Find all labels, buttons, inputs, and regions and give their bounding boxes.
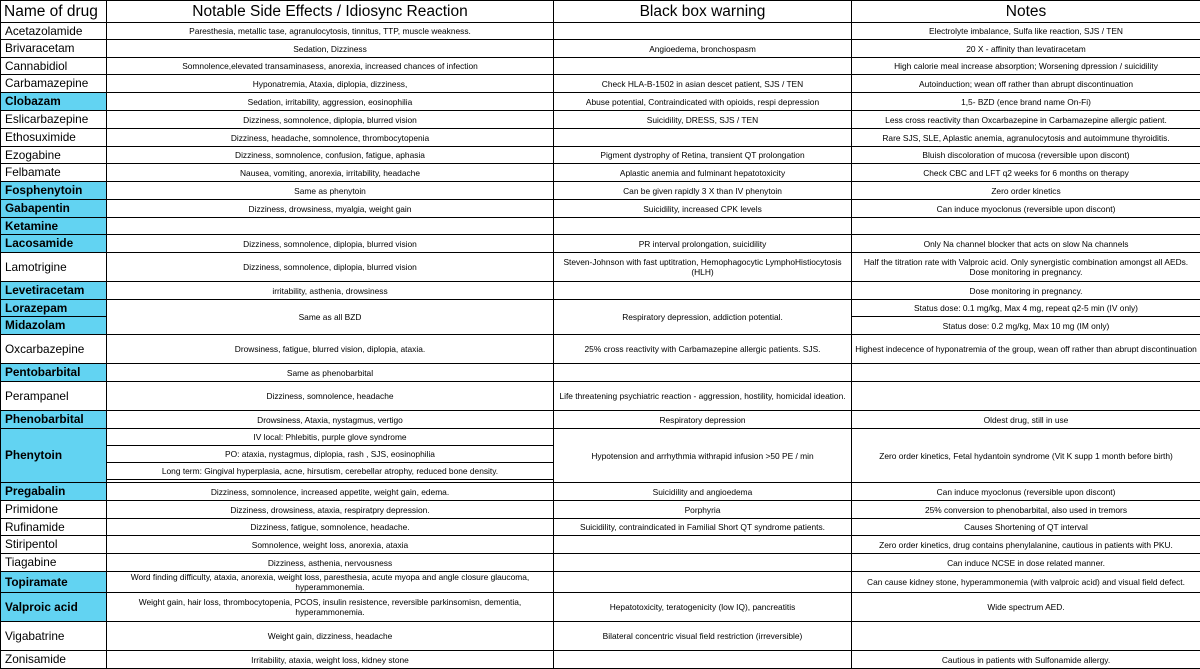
side-effects-cell: Irritability, ataxia, weight loss, kidney stone — [107, 651, 554, 669]
black-box-cell — [554, 572, 852, 593]
drug-name-cell: Ethosuximide — [1, 129, 107, 147]
side-effects-cell: Same as phenytoin — [107, 182, 554, 200]
drug-name-cell: Ezogabine — [1, 147, 107, 164]
side-effects-cell: Same as phenobarbital — [107, 364, 554, 382]
table-row — [1, 111, 1200, 129]
side-effects-cell: Paresthesia, metallic tase, agranulocytosis, tinnitus, TTP, muscle weakness. — [107, 23, 554, 40]
black-box-cell: Suicidility, DRESS, SJS / TEN — [554, 111, 852, 129]
table-row — [1, 75, 1200, 93]
table-row — [1, 218, 1200, 235]
drug-name-cell: Felbamate — [1, 164, 107, 182]
drug-name-cell: Gabapentin — [1, 200, 107, 218]
side-effects-cell: Dizziness, drowsiness, myalgia, weight gain — [107, 200, 554, 218]
table-row — [1, 536, 1200, 554]
table-row — [1, 572, 1200, 593]
side-effects-cell: irritability, asthenia, drowsiness — [107, 282, 554, 300]
table-row — [1, 501, 1200, 519]
table-row — [1, 182, 1200, 200]
table-row — [1, 335, 1200, 364]
table-row — [1, 483, 1200, 501]
drug-name-cell: Clobazam — [1, 93, 107, 111]
notes-cell: Zero order kinetics — [852, 182, 1200, 200]
header-black-box-warning: Black box warning — [554, 1, 852, 23]
black-box-cell: Bilateral concentric visual field restriction (irreversible) — [554, 622, 852, 651]
side-effects-cell — [107, 218, 554, 235]
black-box-cell: Life threatening psychiatric reaction - aggression, hostility, homicidal ideation. — [554, 382, 852, 411]
table-row — [1, 382, 1200, 411]
black-box-cell: Porphyria — [554, 501, 852, 519]
side-effects-cell: Dizziness, somnolence, confusion, fatigue, aphasia — [107, 147, 554, 164]
side-effects-cell: Dizziness, asthenia, nervousness — [107, 554, 554, 572]
notes-cell: Can induce myoclonus (reversible upon discont) — [852, 200, 1200, 218]
notes-cell — [852, 218, 1200, 235]
table-row — [1, 364, 1200, 382]
notes-cell: 25% conversion to phenobarbital, also used in tremors — [852, 501, 1200, 519]
drug-name-cell: Lorazepam — [1, 300, 107, 317]
black-box-cell: Steven-Johnson with fast uptitration, Hemophagocytic LymphoHistiocytosis (HLH) — [554, 253, 852, 282]
drug-name-cell: Cannabidiol — [1, 58, 107, 75]
drug-name-cell: Lacosamide — [1, 235, 107, 253]
notes-cell: Cautious in patients with Sulfonamide allergy. — [852, 651, 1200, 669]
table-row — [1, 164, 1200, 182]
black-box-cell — [554, 218, 852, 235]
notes-cell: Causes Shortening of QT interval — [852, 519, 1200, 536]
notes-cell: 1,5- BZD (ence brand name On-Fi) — [852, 93, 1200, 111]
side-effects-cell: Nausea, vomiting, anorexia, irritability, headache — [107, 164, 554, 182]
drug-name-cell: Oxcarbazepine — [1, 335, 107, 364]
side-effects-cell: Drowsiness, fatigue, blurred vision, diplopia, ataxia. — [107, 335, 554, 364]
side-effects-cell: Dizziness, somnolence, headache — [107, 382, 554, 411]
notes-cell: Can cause kidney stone, hyperammonemia (with valproic acid) and visual field defect. — [852, 572, 1200, 593]
table-row — [1, 282, 1200, 300]
black-box-cell: Angioedema, bronchospasm — [554, 40, 852, 58]
side-effects-cell: Hyponatremia, Ataxia, diplopia, dizziness, — [107, 75, 554, 93]
drug-name-cell: Stiripentol — [1, 536, 107, 554]
notes-cell: Status dose: 0.1 mg/kg, Max 4 mg, repeat q2-5 min (IV only) — [852, 300, 1200, 317]
notes-cell: Can induce myoclonus (reversible upon discont) — [852, 483, 1200, 501]
black-box-cell — [554, 651, 852, 669]
side-effects-cell: Same as all BZD — [107, 300, 554, 335]
notes-cell: Wide spectrum AED. — [852, 593, 1200, 622]
table-row — [1, 622, 1200, 651]
side-effects-cell: Dizziness, somnolence, increased appetite, weight gain, edema. — [107, 483, 554, 501]
black-box-cell — [554, 129, 852, 147]
notes-cell: Oldest drug, still in use — [852, 411, 1200, 429]
side-effects-cell: Sedation, Dizziness — [107, 40, 554, 58]
header-side-effects: Notable Side Effects / Idiosync Reaction — [107, 1, 554, 23]
black-box-cell: Suicidility and angioedema — [554, 483, 852, 501]
notes-cell: Less cross reactivity than Oxcarbazepine in Carbamazepine allergic patient. — [852, 111, 1200, 129]
black-box-cell: 25% cross reactivity with Carbamazepine allergic patients. SJS. — [554, 335, 852, 364]
side-effects-cell: Dizziness, somnolence, diplopia, blurred vision — [107, 235, 554, 253]
table-row — [1, 300, 1200, 317]
table-row — [1, 93, 1200, 111]
side-effects-cell: Dizziness, headache, somnolence, thrombocytopenia — [107, 129, 554, 147]
table-row — [1, 411, 1200, 429]
drug-name-cell: Phenytoin — [1, 429, 107, 483]
side-effects-cell: Dizziness, fatigue, somnolence, headache. — [107, 519, 554, 536]
table-row — [1, 23, 1200, 40]
side-effects-cell: Weight gain, dizziness, headache — [107, 622, 554, 651]
notes-cell: Rare SJS, SLE, Aplastic anemia, agranulocytosis and autoimmune thyroiditis. — [852, 129, 1200, 147]
side-effects-cell: Drowsiness, Ataxia, nystagmus, vertigo — [107, 411, 554, 429]
black-box-cell: Hepatotoxicity, teratogenicity (low IQ), pancreatitis — [554, 593, 852, 622]
side-effects-cell: Somnolence, weight loss, anorexia, ataxia — [107, 536, 554, 554]
table-row — [1, 58, 1200, 75]
drug-name-cell: Topiramate — [1, 572, 107, 593]
notes-cell: High calorie meal increase absorption; Worsening dpression / suicidility — [852, 58, 1200, 75]
notes-cell: Can induce NCSE in dose related manner. — [852, 554, 1200, 572]
side-effects-cell: Word finding difficulty, ataxia, anorexia, weight loss, paresthesia, acute myopa and angle closure glaucoma, hyperammonemia. — [107, 572, 554, 593]
drug-name-cell: Phenobarbital — [1, 411, 107, 429]
header-notes: Notes — [852, 1, 1200, 23]
notes-cell: Check CBC and LFT q2 weeks for 6 months on therapy — [852, 164, 1200, 182]
drug-name-cell: Acetazolamide — [1, 23, 107, 40]
black-box-cell: Aplastic anemia and fulminant hepatotoxicity — [554, 164, 852, 182]
table-row — [1, 429, 1200, 446]
black-box-cell — [554, 23, 852, 40]
table-row — [1, 200, 1200, 218]
notes-cell: Zero order kinetics, Fetal hydantoin syndrome (Vit K supp 1 month before birth) — [852, 429, 1200, 483]
table-row — [1, 40, 1200, 58]
drug-name-cell: Perampanel — [1, 382, 107, 411]
notes-cell: Zero order kinetics, drug contains phenylalanine, cautious in patients with PKU. — [852, 536, 1200, 554]
side-effects-cell: Dizziness, somnolence, diplopia, blurred vision — [107, 253, 554, 282]
black-box-cell: Respiratory depression — [554, 411, 852, 429]
black-box-cell: Hypotension and arrhythmia withrapid infusion >50 PE / min — [554, 429, 852, 483]
black-box-cell: Pigment dystrophy of Retina, transient QT prolongation — [554, 147, 852, 164]
notes-cell — [852, 382, 1200, 411]
drug-name-cell: Tiagabine — [1, 554, 107, 572]
drug-name-cell: Zonisamide — [1, 651, 107, 669]
drug-name-cell: Primidone — [1, 501, 107, 519]
notes-cell: Autoinduction; wean off rather than abrupt discontinuation — [852, 75, 1200, 93]
drug-name-cell: Eslicarbazepine — [1, 111, 107, 129]
notes-cell: Bluish discoloration of mucosa (reversible upon discont) — [852, 147, 1200, 164]
notes-cell: Electrolyte imbalance, Sulfa like reaction, SJS / TEN — [852, 23, 1200, 40]
black-box-cell: Abuse potential, Contraindicated with opioids, respi depression — [554, 93, 852, 111]
header-row — [1, 1, 1200, 23]
side-effects-cell: Dizziness, drowsiness, ataxia, respiratpry depression. — [107, 501, 554, 519]
table-row — [1, 253, 1200, 282]
drug-name-cell: Levetiracetam — [1, 282, 107, 300]
black-box-cell — [554, 536, 852, 554]
drug-name-cell: Ketamine — [1, 218, 107, 235]
notes-cell: Status dose: 0.2 mg/kg, Max 10 mg (IM only) — [852, 317, 1200, 335]
notes-cell — [852, 364, 1200, 382]
black-box-cell — [554, 554, 852, 572]
table-row — [1, 235, 1200, 253]
table-row — [1, 129, 1200, 147]
notes-cell: Only Na channel blocker that acts on slow Na channels — [852, 235, 1200, 253]
table-row — [1, 147, 1200, 164]
black-box-cell — [554, 364, 852, 382]
drug-name-cell: Midazolam — [1, 317, 107, 335]
drug-name-cell: Vigabatrine — [1, 622, 107, 651]
side-effects-line: PO: ataxia, nystagmus, diplopia, rash , SJS, eosinophilia — [107, 446, 554, 463]
table-row — [1, 651, 1200, 669]
drug-name-cell: Valproic acid — [1, 593, 107, 622]
side-effects-cell: Somnolence,elevated transaminasess, anorexia, increased chances of infection — [107, 58, 554, 75]
table-row — [1, 519, 1200, 536]
side-effects-line: IV local: Phlebitis, purple glove syndrome — [107, 429, 554, 446]
black-box-cell — [554, 282, 852, 300]
black-box-cell: Respiratory depression, addiction potential. — [554, 300, 852, 335]
drug-name-cell: Pregabalin — [1, 483, 107, 501]
notes-cell — [852, 622, 1200, 651]
notes-cell: Dose monitoring in pregnancy. — [852, 282, 1200, 300]
notes-cell: Highest indecence of hyponatremia of the group, wean off rather than abrupt discontinuation — [852, 335, 1200, 364]
notes-cell: Half the titration rate with Valproic acid. Only synergistic combination amongst all AEDs. Dose monitoring in pregnancy. — [852, 253, 1200, 282]
side-effects-line: Long term: Gingival hyperplasia, acne, hirsutism, cerebellar atrophy, reduced bone density. — [107, 463, 554, 480]
black-box-cell: PR interval prolongation, suicidility — [554, 235, 852, 253]
black-box-cell: Suicidility, contraindicated in Familial Short QT syndrome patients. — [554, 519, 852, 536]
table-row — [1, 554, 1200, 572]
black-box-cell: Can be given rapidly 3 X than IV phenytoin — [554, 182, 852, 200]
table-body — [1, 23, 1200, 669]
side-effects-cell: Sedation, irritability, aggression, eosinophilia — [107, 93, 554, 111]
drug-name-cell: Carbamazepine — [1, 75, 107, 93]
drug-name-cell: Lamotrigine — [1, 253, 107, 282]
drug-name-cell: Fosphenytoin — [1, 182, 107, 200]
side-effects-cell: Weight gain, hair loss, thrombocytopenia, PCOS, insulin resistence, reversible parkinsomisn, dementia, hyperammonemia. — [107, 593, 554, 622]
black-box-cell: Check HLA-B-1502 in asian descet patient, SJS / TEN — [554, 75, 852, 93]
header-name-of-drug: Name of drug — [1, 1, 107, 23]
side-effects-cell: Dizziness, somnolence, diplopia, blurred vision — [107, 111, 554, 129]
drug-name-cell: Pentobarbital — [1, 364, 107, 382]
table-row — [1, 593, 1200, 622]
drug-name-cell: Rufinamide — [1, 519, 107, 536]
notes-cell: 20 X - affinity than levatiracetam — [852, 40, 1200, 58]
drug-name-cell: Brivaracetam — [1, 40, 107, 58]
black-box-cell — [554, 58, 852, 75]
black-box-cell: Suicidility, increased CPK levels — [554, 200, 852, 218]
